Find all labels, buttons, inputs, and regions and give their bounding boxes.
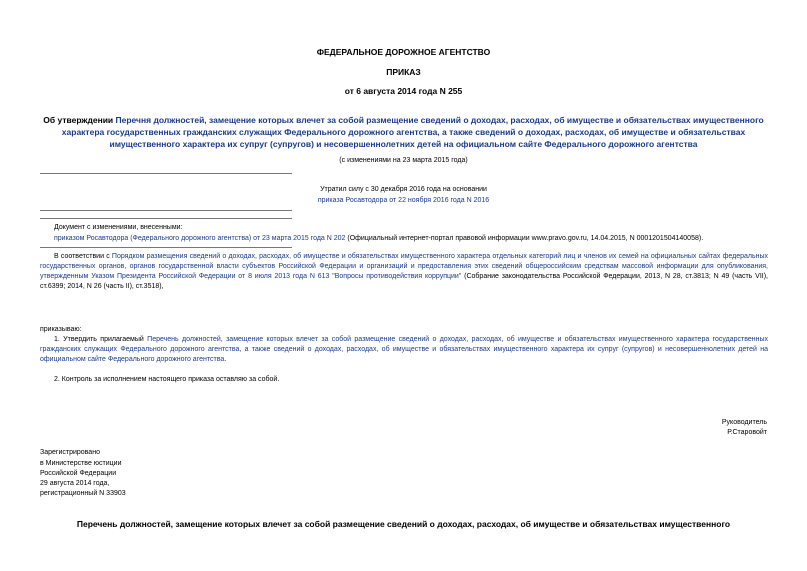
changes-doc-line [54,234,784,244]
amendments-note: (с изменениями на 23 марта 2015 года) [339,157,468,164]
registration-line-4: 29 августа 2014 года, [40,480,110,487]
item-1-link[interactable]: Перечень должностей, замещение которых влечет за собой размещение сведений о доходах, расходах, об имуществе и обязательствах имущественного характера государственных гражданских служащих Федерального дорожного агентства, а также сведений о доходах, расходах, об имуществе и обязательствах имущественного характера их супруг (супругов) и несовершеннолетних детей на официальном сайте Федерального дорожного агентства [40,336,769,363]
changes-doc-rest: (Официальный интернет-портал правовой информации www.pravo.gov.ru, 14.04.2015, N 0001201504140058). [345,235,704,242]
order-word: приказываю: [40,326,82,333]
annex-heading: Перечень должностей, замещение которых влечет за собой размещение сведений о доходах, расходах, об имуществе и обязательствах имущественного [76,519,731,529]
changes-doc-link[interactable]: приказом Росавтодора (Федерального дорожного агентства) от 23 марта 2015 года N 202 [54,235,346,242]
divider [40,173,292,174]
registration-line-1: Зарегистрировано [40,449,100,456]
divider [40,247,292,248]
document-type: ПРИКАЗ [386,67,421,77]
expiry-link[interactable]: приказа Росавтодора от 22 ноября 2016 года N 2016 [317,197,490,204]
agency-name: ФЕДЕРАЛЬНОЕ ДОРОЖНОЕ АГЕНТСТВО [316,47,491,57]
registration-line-5: регистрационный N 33903 [40,490,126,497]
title-link[interactable]: Перечня должностей, замещение которых влечет за собой размещение сведений о доходах, расходах, об имуществе и обязательствах имущественного характера государственных гражданских служащих Федерального дорожного агентства, а также сведений о доходах, расходах, об имуществе и обязательствах имущественного характера их супруг (супругов) и несовершеннолетних детей на официальном сайте Федерального дорожного агентства [61,115,764,149]
signature-position: Руководитель [721,419,767,426]
changes-label: Документ с изменениями, внесенными: [54,224,183,231]
expiry-notice: Утратил силу с 30 декабря 2016 года на основании [320,186,487,193]
item-1-suffix: . [224,356,227,363]
preamble-text-2: (Собрание законодательства Российской Федерации, 2013, N 28, ст.3813; N 49 (часть VII), ст.6399; 2014, N 26 (часть II), ст.3518), [40,273,768,290]
preamble-text-1: В соответствии с [54,253,112,260]
page-title [28,114,779,150]
title-prefix: Об утверждении [43,115,116,125]
preamble-paragraph [40,252,768,292]
preamble-link[interactable]: Порядком размещения сведений о доходах, расходах, об имуществе и обязательствах имущественного характера отдельных категорий лиц и членов их семей на официальных сайтах федеральных государственных органов, органов государственной власти субъектов Российской Федерации и организаций и предоставления этих сведений общероссийским средствам массовой информации для опубликования, утвержденным Указом Президента Российской Федерации от 8 июля 2013 года N 613 "Вопросы противодействия коррупции" [40,253,769,280]
order-item-2: 2. Контроль за исполнением настоящего приказа оставляю за собой. [54,376,280,383]
signature-name: Р.Старовойт [727,429,767,436]
registration-line-2: в Министерстве юстиции [40,460,122,467]
order-item-1 [40,335,768,365]
document-date-number: от 6 августа 2014 года N 255 [344,86,463,96]
registration-line-3: Российской Федерации [40,470,117,477]
item-1-prefix: 1. Утвердить прилагаемый [54,336,148,343]
divider [40,210,292,211]
divider [40,218,292,219]
